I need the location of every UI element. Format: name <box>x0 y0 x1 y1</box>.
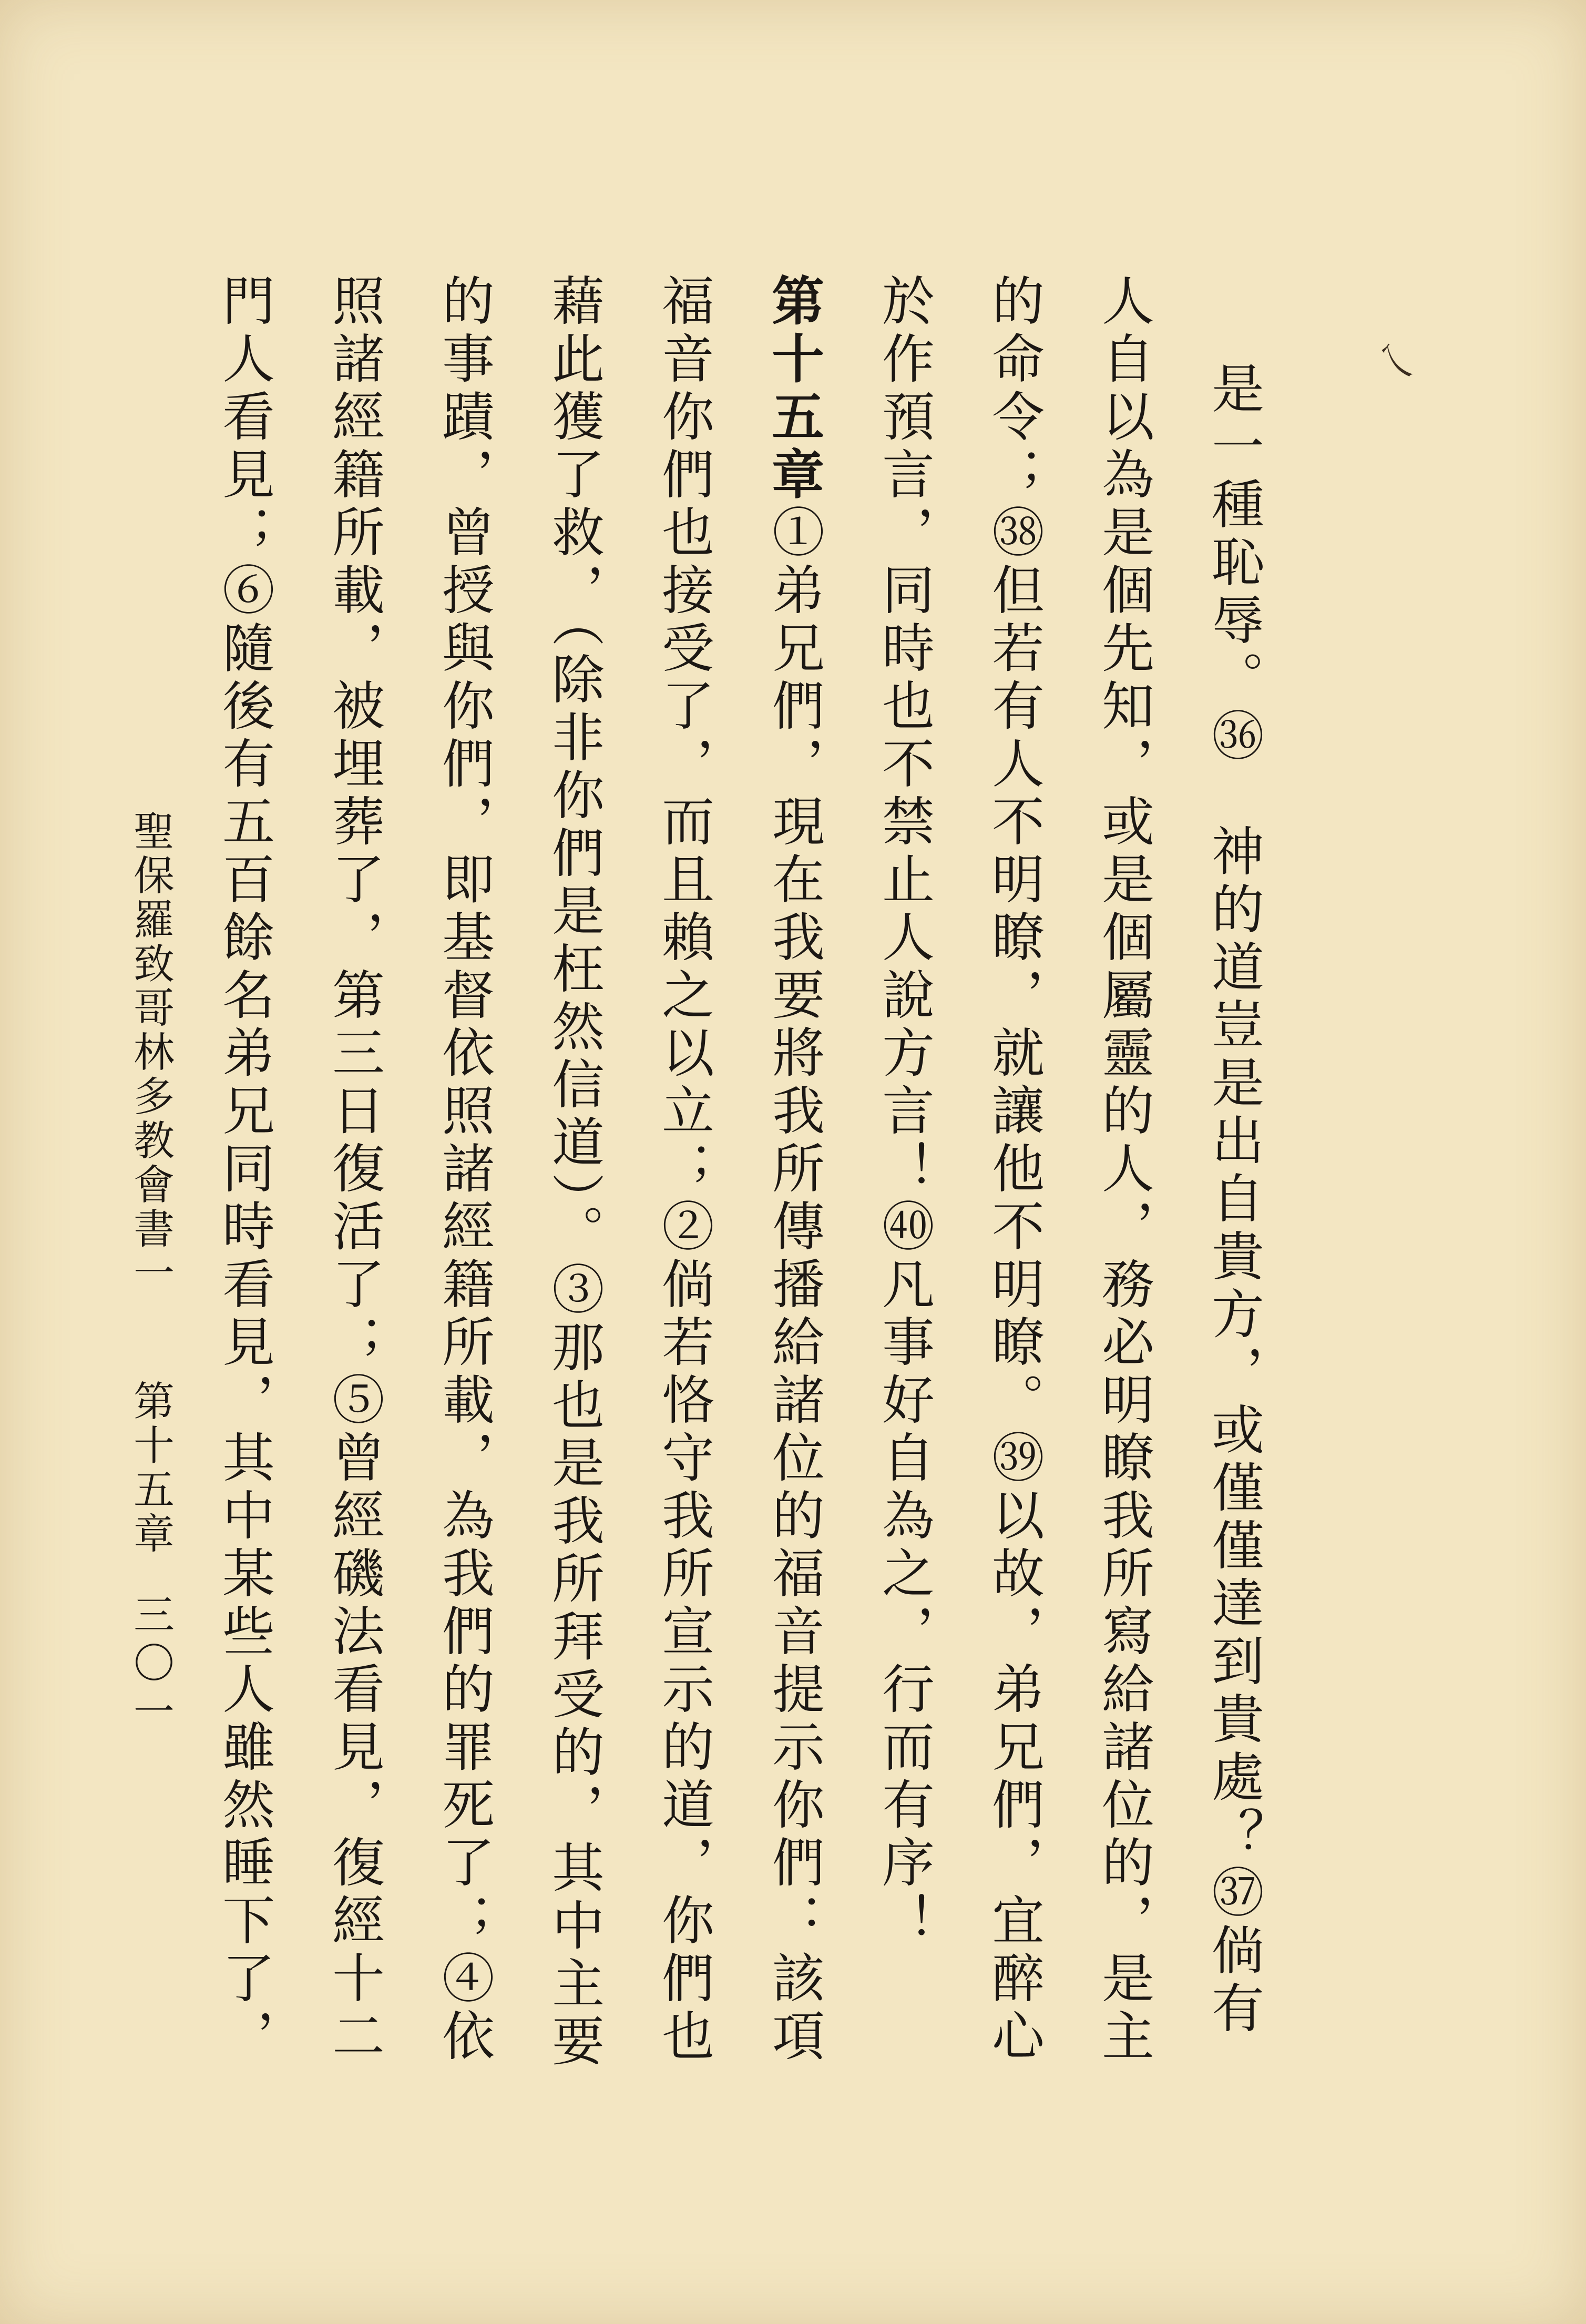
body-text <box>189 273 1398 2093</box>
text-segment: 是一種恥辱。㊱ 神的道豈是出自貴方，或僅僅達到貴處？㊲倘有人自以為是個先知，或是個屬靈的人，務必明瞭我所寫給諸位的，是主的命令；㊳但若有人不明瞭，就讓他不明瞭。㊴以故，弟兄們，宜醉心於作預言，同時也不禁止人說方言！㊵凡事好自為之，行而有序！ <box>873 273 1264 2066</box>
chapter-heading: 第十五章 <box>763 273 825 505</box>
text-segment: ①弟兄們，現在我要將我所傳播給諸位的福音提示你們：該項福音你們也接受了，而且賴之以立；②倘若恪守我所宣示的道，你們也藉此獲了救，（除非你們是枉然信道）。③那也是我所拜受的，其中主要的事蹟，曾授與你們，即基督依照諸經籍所載，為我們的罪死了；④依照諸經籍所載，被埋葬了，第三日復活了；⑤曾經磯法看見，復經十二門人看見；⑥隨後有五百餘名弟兄同時看見，其中某些人雖然睡下了， <box>213 273 825 2072</box>
chapter-label: 第十五章 <box>127 1380 174 1556</box>
page-number: 三〇一 <box>127 1593 174 1738</box>
book-title: 聖保羅致哥林多教會書一 <box>127 810 174 1296</box>
corner-mark: 乀 <box>1377 339 1414 382</box>
